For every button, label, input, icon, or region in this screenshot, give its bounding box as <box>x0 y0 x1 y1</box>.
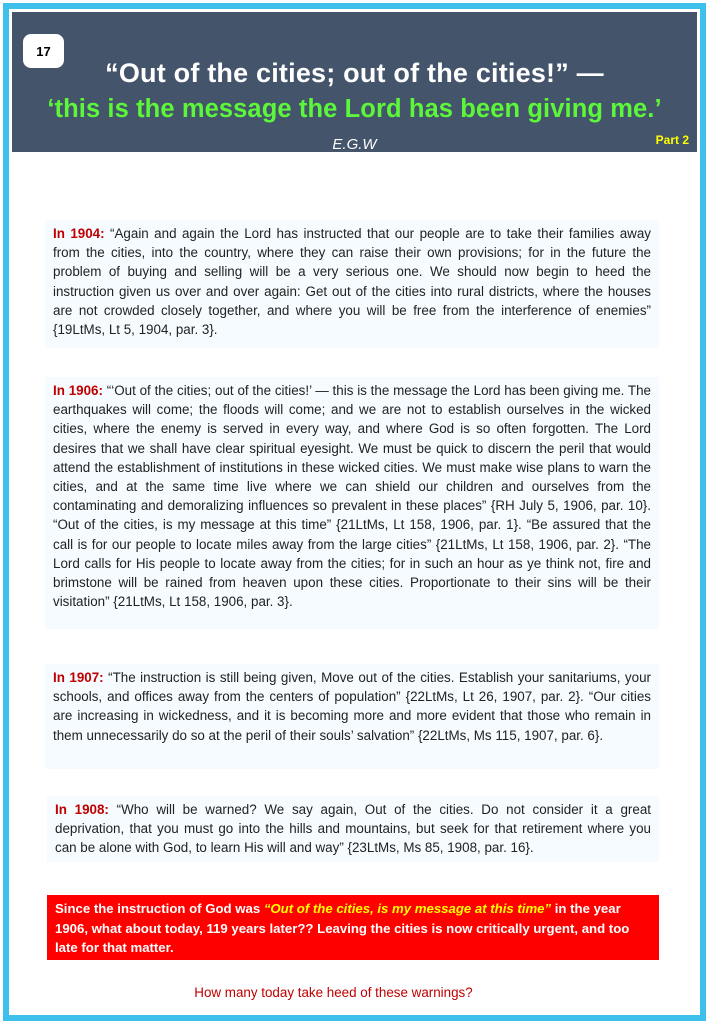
year-label: In 1908: <box>55 802 109 817</box>
title-line-2: ‘this is the message the Lord has been giving me.’ <box>47 95 662 123</box>
quote-block-1908 <box>47 796 659 862</box>
alert-text-after: in the year 1906, what about today, 119 years later?? Leaving the cities is now critically urgent, and too late for that matter. <box>55 901 630 955</box>
page-number-badge: 17 <box>23 34 64 68</box>
year-label: In 1904: <box>53 226 105 241</box>
alert-highlight: “Out of the cities, is my message at this time” <box>263 901 552 916</box>
urgent-alert-box <box>47 895 659 960</box>
alert-text-before: Since the instruction of God was <box>55 901 264 916</box>
year-label: In 1906: <box>53 383 103 398</box>
quote-block-1907 <box>45 664 659 769</box>
author-label: E.G.W <box>332 136 377 153</box>
footer-question: How many today take heed of these warnings? <box>194 985 473 1000</box>
page-frame <box>3 3 706 1021</box>
quote-block-1904 <box>45 220 659 348</box>
header-banner <box>12 12 697 152</box>
title-line-1: “Out of the cities; out of the cities!” — <box>105 58 604 88</box>
year-label: In 1907: <box>53 670 104 685</box>
part-label: Part 2 <box>655 133 689 147</box>
quote-text: “Who will be warned? We say again, Out of the cities. Do not consider it a great deprivation, that you must go into the hills and mountains, but seek for that retirement where you can be alone with God, to learn His will and way” {23LtMs, Ms 85, 1908, par. 16}. <box>55 802 651 856</box>
quote-text: “The instruction is still being given, Move out of the cities. Establish your sanitariums, your schools, and offices away from the centers of population” {22LtMs, Lt 26, 1907, par. 2}. “Our cities are increasing in wickedness, and it is becoming more and more evident that those who remain in them unnecessarily do so at the peril of their souls’ salvation” {22LtMs, Ms 115, 1907, par. 6}. <box>53 670 651 743</box>
quote-text: “‘Out of the cities; out of the cities!’ — this is the message the Lord has been giving me. The earthquakes will come; the floods will come; and we are not to establish ourselves in the wicked cities, where the enemy is served in every way, and where God is so often forgotten. The Lord desires that we shall have clear spiritual eyesight. We must be quick to discern the peril that would attend the establishment of institutions in these wicked cities. We must make wise plans to warn the cities, and at the same time live where we can shield our children and ourselves from the contaminating and demoralizing influences so prevalent in these places” {RH July 5, 1906, par. 10}. “Out of the cities, is my message at this time” {21LtMs, Lt 158, 1906, par. 1}. “Be assured that the call is for our people to locate miles away from the large cities” {21LtMs, Lt 158, 1906, par. 2}. “The Lord calls for His people to locate away from the cities; for in such an hour as ye think not, fire and brimstone will be rained from heaven upon these cities. Proportionate to their sins will be their visitation” {21LtMs, Lt 158, 1906, par. 3}. <box>53 383 652 610</box>
quote-block-1906 <box>45 377 659 629</box>
quote-text: “Again and again the Lord has instructed that our people are to take their families away from the cities, into the country, where they can raise their own provisions; for in the future the problem of buying and selling will be a very serious one. We should now begin to heed the instruction given us over and over again: Get out of the cities into rural districts, where the houses are not crowded closely together, and where you will be free from the interference of enemies” {19LtMs, Lt 5, 1904, par. 3}. <box>53 226 651 338</box>
